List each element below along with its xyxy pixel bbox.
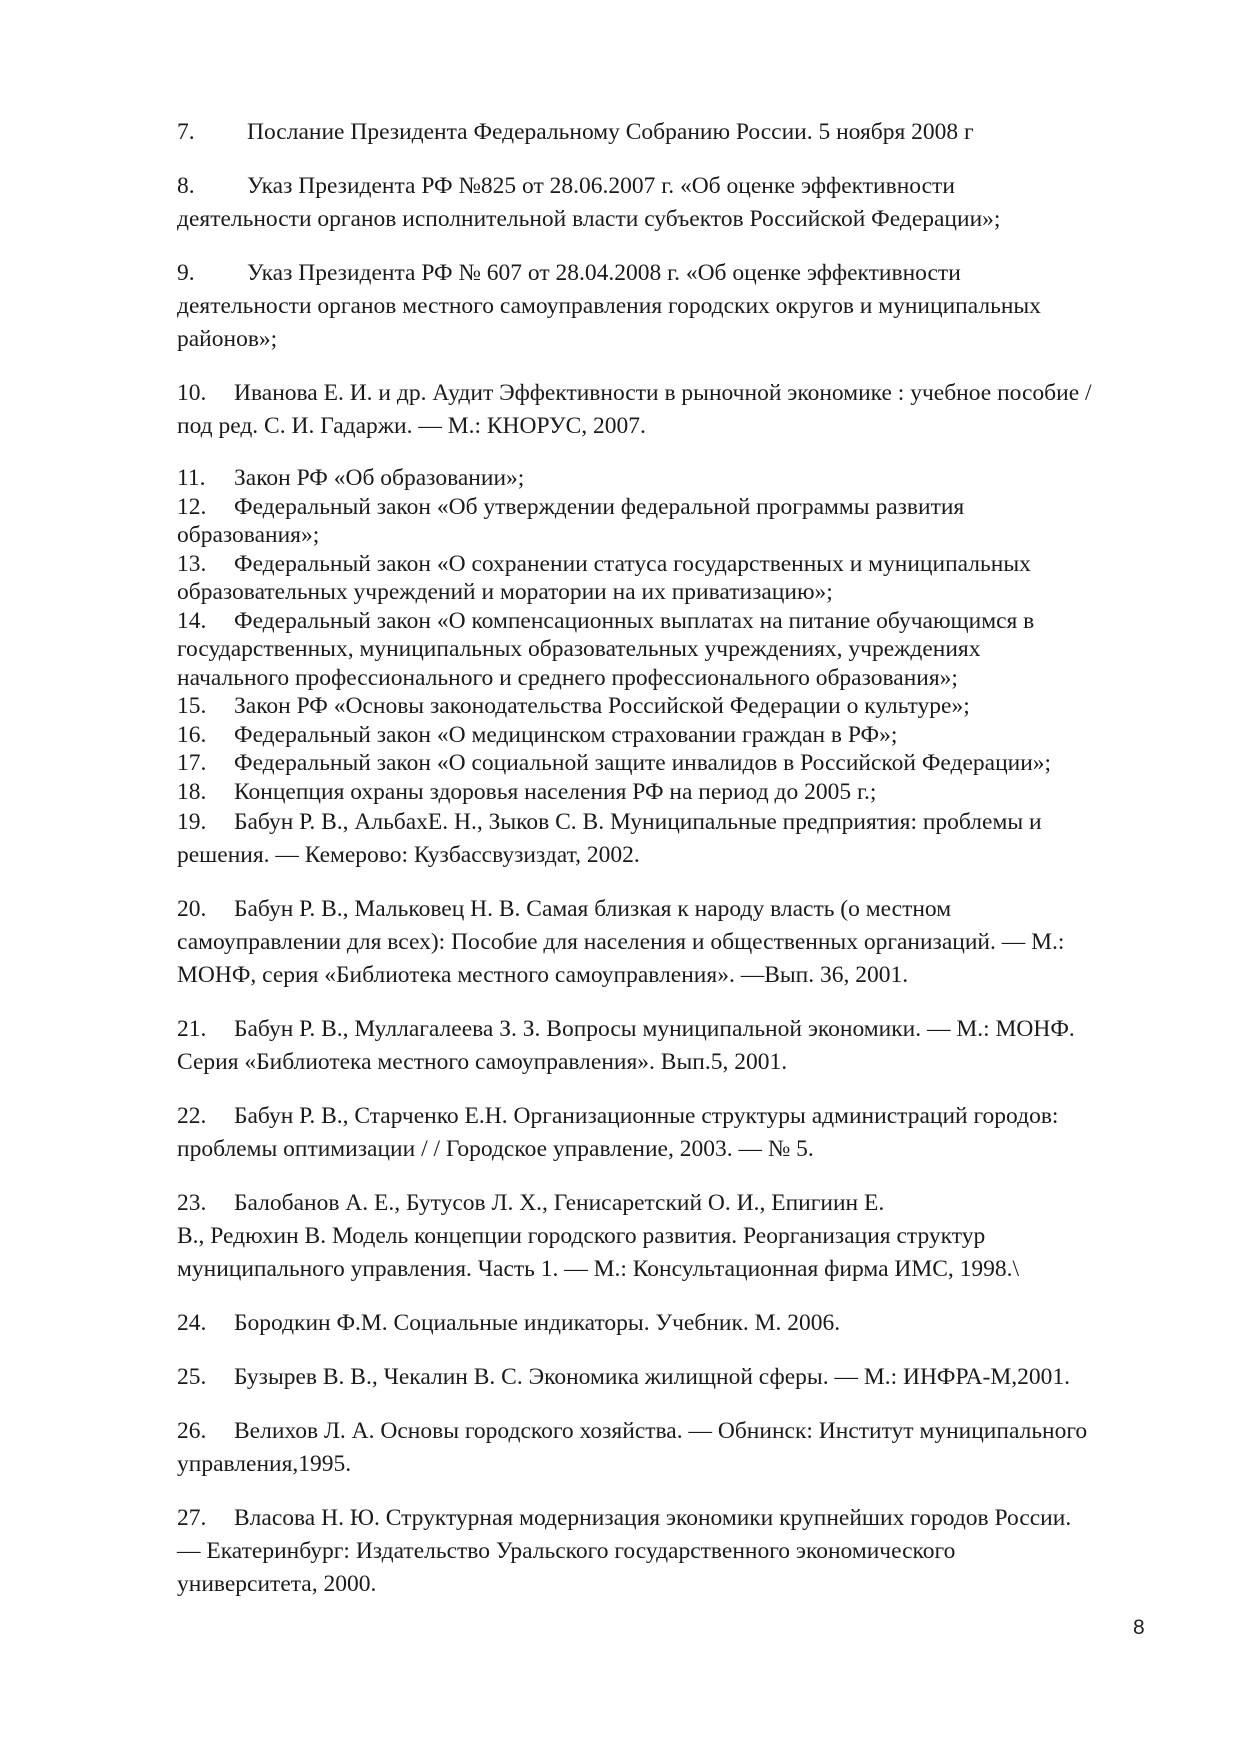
- list-item: 18. Концепция охраны здоровья населения РФ на период до 2005 г.;: [177, 778, 877, 805]
- list-item: 23. Балобанов А. Е., Бутусов Л. X., Генисаретский О. И., Епигиин Е. В., Редюхин В. Модель концепции городского развития. Реорганизация структур муниципального управления. Часть 1. — М.: Консультационная фирма ИМС, 1998.\: [177, 1190, 1020, 1282]
- list-item: 14. Федеральный закон «О компенсационных выплатах на питание обучающимся в государственных, муниципальных образовательных учреждениях, учреждениях начального профессионального и среднего профессионального образования»;: [177, 607, 1035, 691]
- page-number: 8: [1133, 1616, 1145, 1639]
- list-item: 22. Бабун Р. В., Старченко Е.Н. Организационные структуры администраций городов: проблемы оптимизации / / Городское управление, 2003. — № 5.: [177, 1103, 1059, 1162]
- list-item: 24. Бородкин Ф.М. Социальные индикаторы. Учебник. М. 2006.: [177, 1310, 841, 1336]
- list-item: 7. Послание Президента Федеральному Собранию России. 5 ноября 2008 г: [177, 119, 974, 145]
- list-item: 12. Федеральный закон «Об утверждении федеральной программы развития образования»;: [177, 493, 965, 548]
- list-item: 19. Бабун Р. В., АльбахЕ. Н., Зыков С. В. Муниципальные предприятия: проблемы и решения. — Кемерово: Кузбассвузиздат, 2002.: [177, 809, 1042, 868]
- list-item: 21. Бабун Р. В., Муллагалеева З. З. Вопросы муниципальной экономики. — М.: МОНФ. Серия «Библиотека местного самоуправления». Вып.5, 2001.: [177, 1016, 1075, 1075]
- list-item: 16. Федеральный закон «О медицинском страховании граждан в РФ»;: [177, 721, 898, 748]
- list-item: 20. Бабун Р. В., Мальковец Н. В. Самая близкая к народу власть (о местном самоуправлении для всех): Пособие для населения и общественных организаций. — М.: МОНФ, серия «Библиотека местного самоуправления». —Вып. 36, 2001.: [177, 896, 1065, 988]
- list-item: 17. Федеральный закон «О социальной защите инвалидов в Российской Федерации»;: [177, 750, 1052, 776]
- list-item: 9. Указ Президента РФ № 607 от 28.04.2008 г. «Об оценке эффективности деятельности органов местного самоуправления городских округов и муниципальных районов»;: [177, 260, 1041, 352]
- list-item: 26. Велихов Л. А. Основы городского хозяйства. — Обнинск: Институт муниципального управления,1995.: [177, 1418, 1088, 1477]
- list-item: 10. Иванова Е. И. и др. Аудит Эффективности в рыночной экономике : учебное пособие / под ред. С. И. Гадаржи. — М.: КНОРУС, 2007.: [177, 380, 1092, 439]
- list-item: 25. Бузырев В. В., Чекалин В. С. Экономика жилищной сферы. — М.: ИНФРА-М,2001.: [177, 1364, 1071, 1390]
- list-item: 15. Закон РФ «Основы законодательства Российской Федерации о культуре»;: [177, 693, 970, 719]
- list-item: 11. Закон РФ «Об образовании»;: [177, 465, 525, 491]
- list-item: 8. Указ Президента РФ №825 от 28.06.2007 г. «Об оценке эффективности деятельности органов исполнительной власти субъектов Российской Федерации»;: [177, 173, 1001, 232]
- list-item: 27. Власова Н. Ю. Структурная модернизация экономики крупнейших городов России. — Екатеринбург: Издательство Уральского государственного экономического университета, 2000.: [177, 1505, 1072, 1597]
- reference-list: [177, 116, 1167, 1601]
- list-item: 13. Федеральный закон «О сохранении статуса государственных и муниципальных образовательных учреждений и моратории на их приватизацию»;: [177, 550, 1031, 605]
